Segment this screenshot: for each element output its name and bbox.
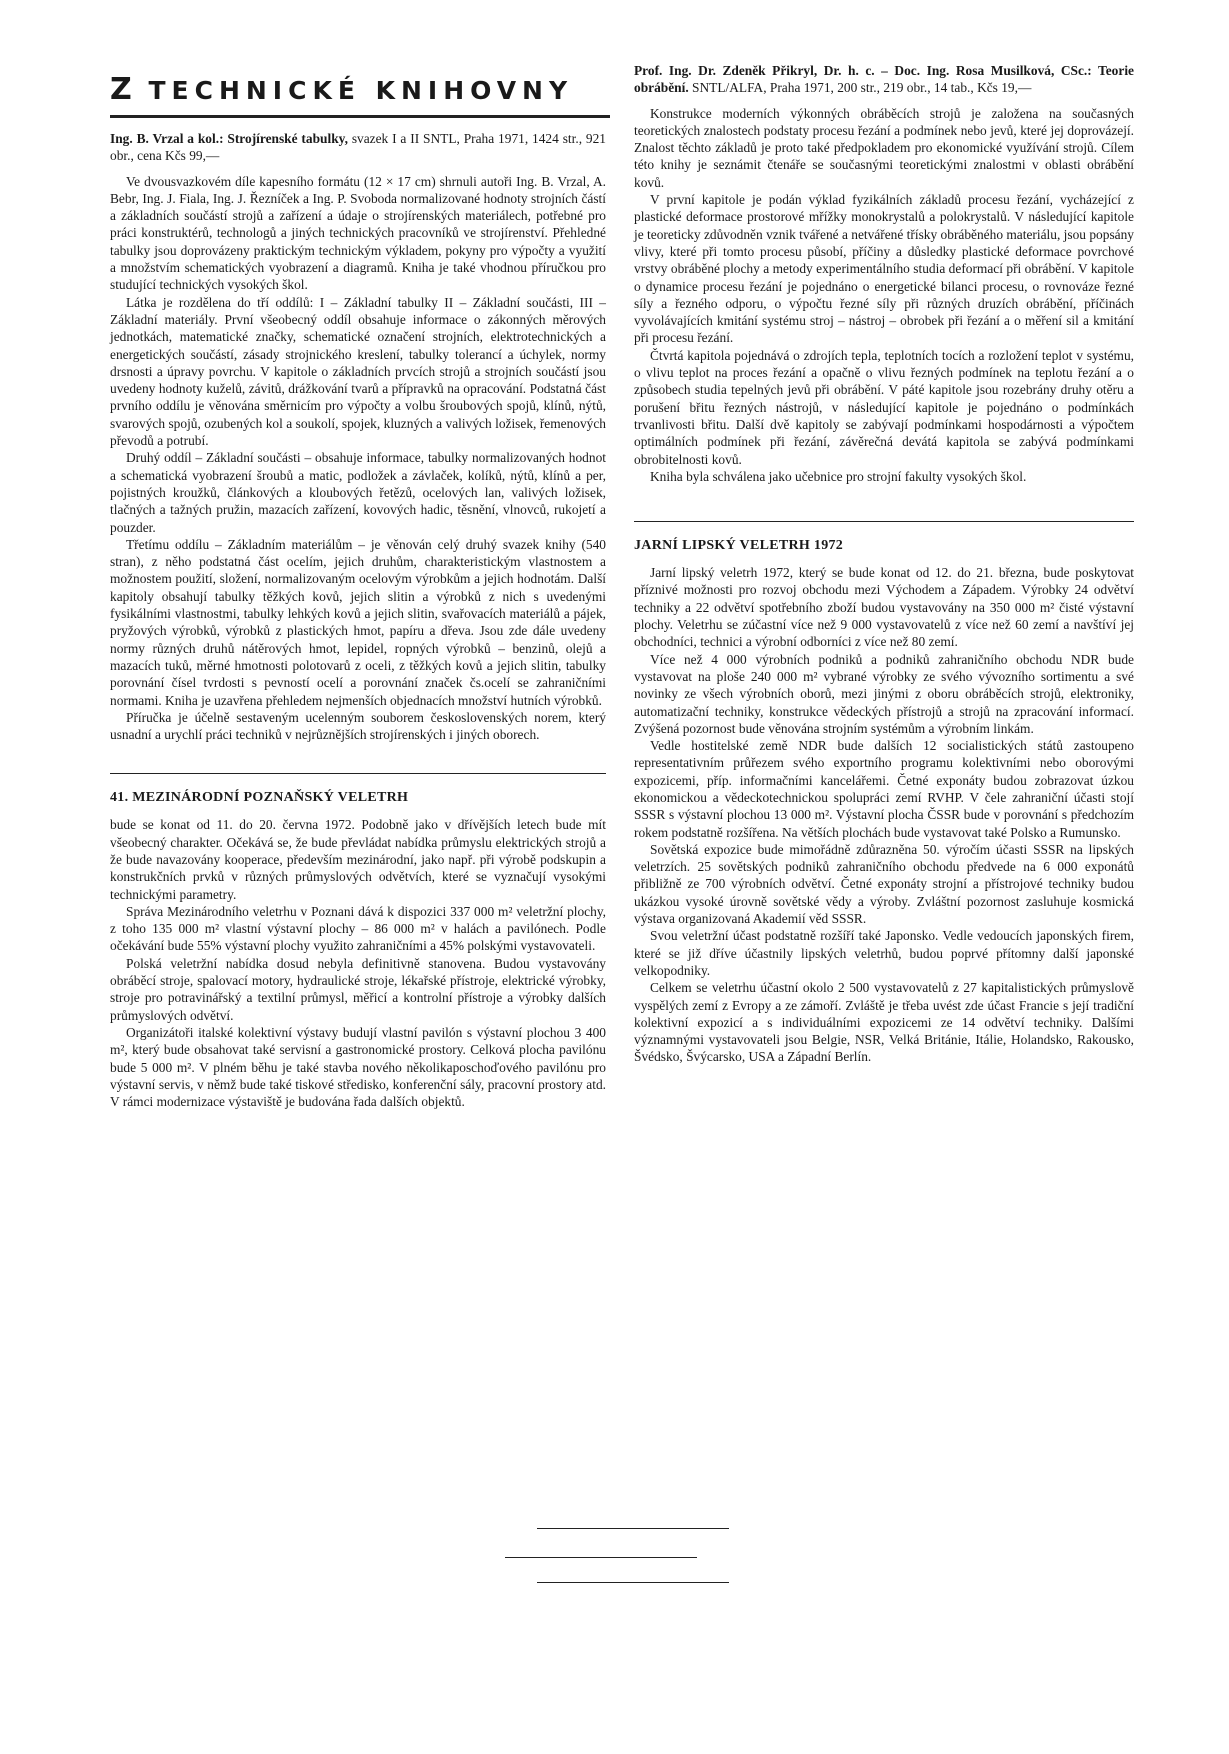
article-poznan-paragraph: Organizátoři italské kolektivní výstavy budují vlastní pavilón s výstavní plochou 3 400 m², který bude obsahovat také servisní a gastronomické prostory. Celková plocha pavilónu bude 5 000 m². V plném běhu je také stavba nového několikaposchoďového pavilónu pro výstavní servis, v němž bude také tiskové středisko, konferenční sály, pracovní prostory atd. V rámci modernizace výstaviště je budována řada dalších objektů. [110,1024,606,1110]
article-poznan-paragraph: bude se konat od 11. do 20. června 1972. Podobně jako v dřívějších letech bude mít všeobecný charakter. Očekává se, že bude převládat nabídka průmyslu elektrických strojů a že bude navazovány kooperace, především mezinárodní, jako např. při výrobě podskupin a konstrukčních prvků v různých průmyslových odvětvích, které se vyznačují vysokými technickými parametry. [110,817,606,902]
article-leipzig-paragraph: Více než 4 000 výrobních podniků a podniků zahraničního obchodu NDR bude vystavovat na ploše 240 000 m² vybrané výrobky ze svého vývozního sortimentu a své novinky ze všech výrobních oborů, mezi jinými z oboru obráběcích strojů, elektroniky, automatizační techniky, konstrukce vědeckých přístrojů a strojů na zpracování informací. Zvýšená pozornost bude věnována strojním systémům a výrobním linkám. [634,651,1134,736]
review-1-citation-details: svazek I a II SNTL, Praha 1971, 1424 str., 921 obr., cena Kčs 99,— [110,131,606,164]
review-2-paragraph: Kniha byla schválena jako učebnice pro strojní fakulty vysokých škol. [650,468,1027,484]
review-2-citation-details: SNTL/ALFA, Praha 1971, 200 str., 219 obr., 14 tab., Kčs 19,— [688,80,1032,96]
review-1-citation [110,130,606,165]
review-1-citation-bold: Ing. B. Vrzal a kol.: Strojírenské tabulky, [110,131,348,146]
review-1-paragraph: Látka je rozdělena do tří oddílů: I – Základní tabulky II – Základní součásti, III – Základní materiály. První všeobecný oddíl obsahuje informace o zákonných měrových jednotkách, matematické značky, schematické označení strojních, elektrotechnických a energetických součástí, zásady strojnického kreslení, tabulky tolerancí a úchylek, normy drsnosti a úpravy povrchu. V kapitole o základních prvcích strojů a strojních součástí jsou uvedeny hodnoty kuželů, závitů, drážkování tvarů a přípravků na opracování. Podstatná část prvního oddílu je věnována směrnicím pro výpočty a volbu šroubových spojů, klínů, nýtů, svarových spojů, ozubených kol a soukolí, spojek, kluzných a valivých ložisek, řemenových převodů a potrubí. [110,294,606,449]
section-divider [110,773,606,774]
end-of-page-rules [505,1528,729,1583]
article-leipzig-paragraph: Sovětská expozice bude mimořádně zdůrazněna 50. výročím účasti SSSR na lipských veletrzích. 25 sovětských podniků zahraničního obchodu předvede na 6 000 exponátů přibližně ze 700 výrobních odvětví. Četné exponáty strojní a přístrojové techniky budou ukázkou vysoké úrovně sovětské vědy a výroby. Zvláštní pozornost zasluhuje kosmická výstava organizovaná Akademií věd SSSR. [634,841,1134,927]
review-1-paragraph: Příručka je účelně sestaveným ucelenným souborem československých norem, který usnadní a urychlí práci techniků v nejrůznějších strojírenských i jiných oborech. [110,709,606,743]
right-column [634,62,1134,1066]
left-column [110,62,606,1110]
section-title-rule [110,115,610,118]
article-poznan-paragraph: Správa Mezinárodního veletrhu v Poznani dává k dispozici 337 000 m² veletržní plochy, z toho 135 000 m² vlastní výstavní plochy – 86 000 m² v halách a pavilónech. Podle očekávání bude 55% výstavní plochy využito zahraničními a 45% polskými vystavovateli. [110,903,606,954]
end-rule [537,1582,729,1583]
article-leipzig-paragraph: Vedle hostitelské země NDR bude dalších 12 socialistických států zastoupeno representativním průřezem svého exportního programu kolektivními nebo oborovými expozicemi, příp. informačními kancelářemi. Četné exponáty budou zobrazovat úzkou ekonomickou a vědeckotechnickou spolupráci zemí RVHP. V čele zahraniční účasti stojí SSSR s výstavní plochou 13 000 m². Výstavní plocha ČSSR bude v porovnání s předchozím rokem podstatně rozšířena. Na větších plochách bude vystavovat také Polsko a Rumunsko. [634,738,1134,840]
end-rule [505,1557,697,1558]
review-1-paragraph: Třetímu oddílu – Základním materiálům – je věnován celý druhý svazek knihy (540 stran), z něho podstatná část ocelím, jejich druhům, charakteristickým vlastnostem a možnostem použití, složení, normalizovaným ocelovým výrobkům a jejich hodnotám. Další kapitoly obsahují tabulky těžkých kovů, jejich slitin a výrobků z nich s uvedenými fysikálními vlastnostmi, tabulky lehkých kovů a jejich slitin, svařovacích materiálů a pájek, pryžových výrobků, výrobků z plastických hmot, papíru a dřeva. Jsou zde dále uvedeny normy různých druhů nátěrových hmot, lepidel, ropných výrobků – benzinů, olejů a mazacích tuků, měrné hmotnosti polotovarů z oceli, z těžkých kovů a jejich slitin, tabulky porovnání čísel tvrdosti s pevností ocelí a porovnání značek čs.ocelí se zahraničními normami. Kniha je uzavřena přehledem nejmenších objednacích množství hutních výrobků. [110,536,606,708]
article-leipzig-paragraph: Jarní lipský veletrh 1972, který se bude konat od 12. do 21. března, bude poskytovat příznivé možnosti pro rozvoj obchodu mezi Východem a Západem. Výrobky 24 odvětví techniky a 22 odvětví spotřebního zboží budou vystavovány na 350 000 m² čisté výstavní plochy. Veletrhu se zúčastní více než 9 000 vystavovatelů z více než 60 zemí a navštíví jej obchodníci, technici a výrobní odborníci z více než 80 zemí. [634,565,1134,650]
article-heading-poznan: 41. MEZINÁRODNÍ POZNAŇSKÝ VELETRH [110,790,409,806]
review-1-paragraph: Druhý oddíl – Základní součásti – obsahuje informace, tabulky normalizovaných hodnot a schematická vyobrazení šroubů a matic, podložek a závlaček, kolíků, nýtů, klínů a per, pojistných kroužků, článkových a kloubových řetězů, ocelových lan, valivých ložisek, tlačných a tažných pružin, mazacích zařízení, kovových hadic, těsnění, vlnovců, rukojetí a pouzder. [110,450,606,535]
article-leipzig-paragraph: Celkem se veletrhu účastní okolo 2 500 vystavovatelů z 27 kapitalistických průmyslově vyspělých zemí z Evropy a ze zámoří. Zvláště je třeba uvést zde účast Francie s její tradiční kolektivní expozicí a s individuálními expozicemi ze 14 odvětví techniky. Dalšími významnými vystavovateli jsou Belgie, NSR, Velká Británie, Itálie, Holandsko, Rakousko, Švédsko, Švýcarsko, USA a Západní Berlín. [634,980,1134,1065]
review-2-paragraph: V první kapitole je podán výklad fyzikálních základů procesu řezání, vycházející z plastické deformace prostorové mřížky monokrystalů a polokrystalů. V následující kapitole je teoreticky zdůvodněn vznik tvářené a netvářené třísky obráběného materiálu, jsou popsány vlivy, které při tomto procesu působí, příčiny a důsledky plastické deformace povrchové vrstvy obráběné plochy a metody experimentálního studia deformací při obrábění. V kapitole o dynamice procesu řezání je pojednáno o energetické bilanci procesu, o rovnováze řezné síly a řezného odporu, o výpočtu řezné síly při různých druzích obrábění, příčinách vyvolávajících kmitání systému stroj – nástroj – obrobek při řezání a o měření sil a kmitání při procesu řezání. [634,192,1134,346]
review-2-citation-bold: Prof. Ing. Dr. Zdeněk Přikryl, Dr. h. c. – Doc. Ing. Rosa Musilková, CSc.: Teorie obrábění. [634,63,1134,96]
article-poznan-paragraph: Polská veletržní nabídka dosud nebyla definitivně stanovena. Budou vystavovány obráběcí stroje, spalovací motory, hydraulické stroje, lékařské přístroje, elektrické výrobky, stroje pro potravinářský a textilní průmysl, měřicí a kontrolní přístroje a výrobky dalších průmyslových odvětví. [110,955,606,1023]
review-2-citation [634,62,1134,97]
review-2-paragraph: Čtvrtá kapitola pojednává o zdrojích tepla, teplotních tocích a rozložení teplot v systému, o vlivu teplot na proces řezání a opačně o vlivu řezných podmínek na teplotu řezání a o způsobech studia tepelných jevů při obrábění. V páté kapitole jsou rozebrány druhy otěru a porušení břitu řezných nástrojů, v následující kapitole je pojednáno o podmínkách trvanlivosti břitu. Další dvě kapitoly se zabývají podmínkami hospodárnosti a výpočtem optimálních podmínek při řezání, závěrečná devátá kapitola se zabývá podmínkami obrobitelnosti kovů. [634,347,1134,467]
end-rule [537,1528,729,1529]
review-2-paragraph: Konstrukce moderních výkonných obráběcích strojů je založena na současných teoretických znalostech podstaty procesu řezání a podmínek nebo jevů, které jej doprovázejí. Znalost těchto základů je proto také předpokladem pro ekonomické využívání strojů. Cílem této knihy je seznámit čtenáře se současnými teoretickými znalostmi v oblasti obrábění kovů. [634,105,1134,190]
section-title-initial: Z [110,72,134,107]
section-divider [634,521,1134,522]
article-leipzig-paragraph: Svou veletržní účast podstatně rozšíří také Japonsko. Vedle vedoucích japonských firem, které se již dříve účastnily lipských veletrhů, budou poprvé přítomny další japonské velkopodniky. [634,928,1134,978]
article-heading-leipzig: JARNÍ LIPSKÝ VELETRH 1972 [634,538,844,554]
review-1-paragraph: Ve dvousvazkovém díle kapesního formátu (12 × 17 cm) shrnuli autoři Ing. B. Vrzal, A. Bebr, Ing. J. Fiala, Ing. J. Řezníček a Ing. P. Svoboda normalizované hodnoty strojních částí a základních součástí strojů a zařízení a údaje o strojírenských materiálech, potřebné pro práci konstruktérů, technologů a jiných technických pracovníků ve strojírenství. Přehledné tabulky jsou doprovázeny praktickým technickým výkladem, pokyny pro výpočty a využití a množstvím schematických vyobrazení a diagramů. Kniha je také vhodnou příručkou pro studující technických vysokých škol. [110,173,606,293]
section-title-text: TECHNICKÉ KNIHOVNY [133,76,574,105]
section-title [110,72,606,107]
